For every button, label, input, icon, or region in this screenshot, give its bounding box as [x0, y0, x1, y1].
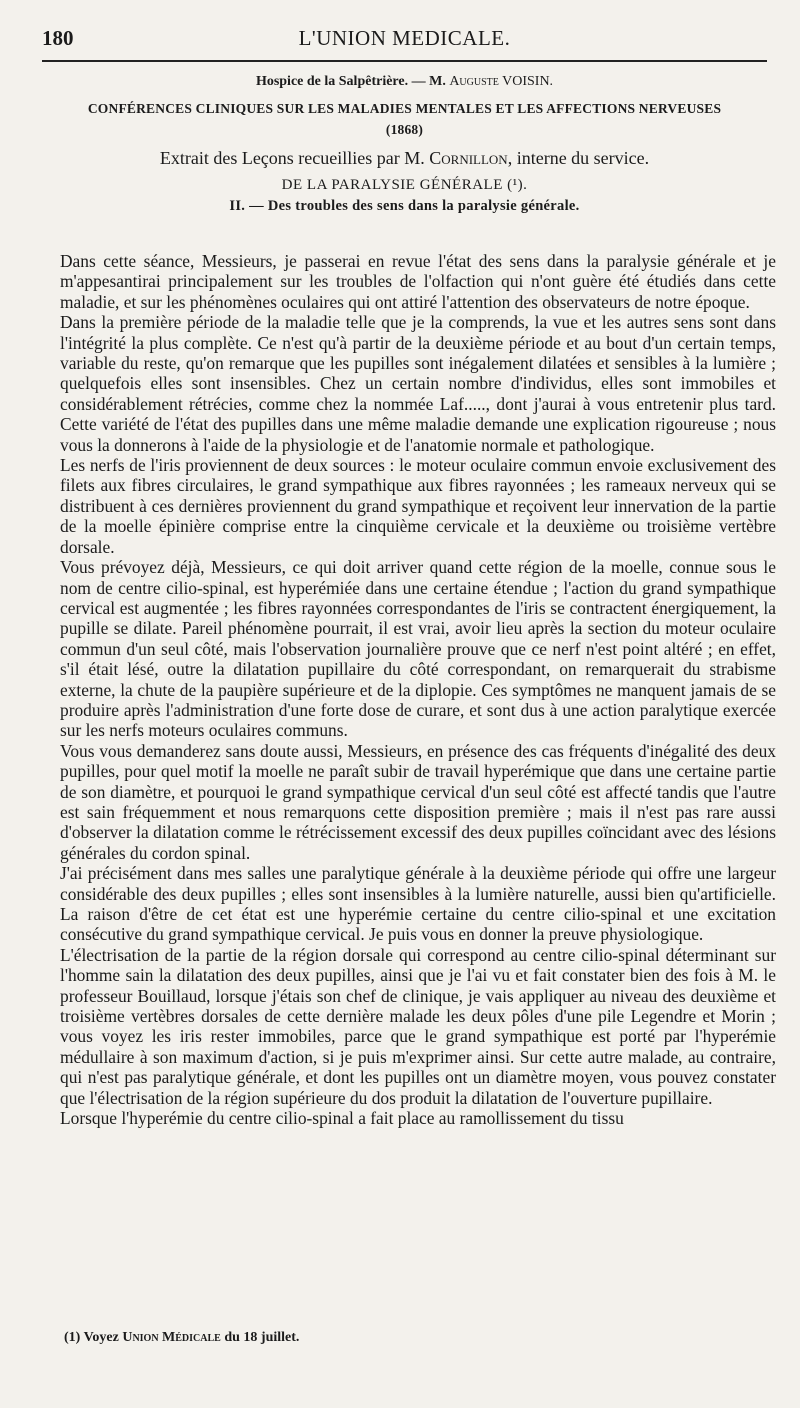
- hospice-prefix: Hospice de la Salpêtrière. — M.: [255, 74, 446, 89]
- extrait-line: [42, 148, 767, 169]
- paragraph-5: Vous vous demanderez sans doute aussi, Messieurs, en présence des cas fréquents d'inégalité des deux pupilles, pour quel motif la moelle ne paraît subir de travail hyperémique que dans une certaine partie de son diamètre, et pourquoi le grand sympathique cervical d'un seul côté est affecté tandis que l'autre est sain fréquemment et nous remarquons cette disposition première ; mais il n'est pas rare aussi d'observer la dilatation comme le rétrécissement excessif des deux pupilles coïncidant avec des lésions générales du cordon spinal.: [60, 740, 776, 863]
- paragraph-4: Vous prévoyez déjà, Messieurs, ce qui doit arriver quand cette région de la moelle, connue sous le nom de centre cilio-spinal, est hyperémiée dans une certaine étendue ; l'action du grand sympathique cervical est augmentée ; les fibres rayonnées correspondantes de l'iris se contractent énergiquement, la pupille se dilate. Pareil phénomène pourrait, il est vrai, avoir lieu après la section du moteur oculaire commun d'un seul côté, mais l'observation journalière prouve que ce nerf n'est point altéré ; en effet, s'il était lésé, outre la dilatation pupillaire du côté correspondant, on remarquerait du strabisme externe, la chute de la paupière supérieure et de la diplopie. Ces symptômes ne manquent jamais de se produire après l'administration d'une forte dose de curare, et sont dus à une action paralytique exercée sur les nerfs moteurs oculaires communs.: [60, 557, 776, 741]
- article-header: [42, 74, 767, 215]
- header-rule: [42, 60, 767, 62]
- hospice-line: [42, 74, 767, 90]
- paragraph-3: Les nerfs de l'iris proviennent de deux sources : le moteur oculaire commun envoie exclusivement des filets aux fibres circulaires, le grand sympathique aux fibres rayonnées ; les rameaux nerveux qui se distribuent à ces dernières proviennent du grand sympathique et reçoivent leur innervation de la partie de la moelle épinière comprise entre la cinquième cervicale et la deuxième ou troisième vertèbre dorsale.: [60, 455, 776, 557]
- extrait-name: Cornillon,: [429, 148, 513, 168]
- footnote-suffix: du 18 juillet.: [224, 1330, 300, 1345]
- journal-title: L'UNION MEDICALE.: [298, 26, 511, 50]
- section-title: DE LA PARALYSIE GÉNÉRALE (¹).: [281, 177, 528, 193]
- paragraph-8: Lorsque l'hyperémie du centre cilio-spinal a fait place au ramollissement du tissu: [60, 1108, 624, 1129]
- sub-title: II. — Des troubles des sens dans la paralysie générale.: [229, 198, 580, 214]
- footnote-journal: Union Médicale: [122, 1330, 221, 1345]
- footnote-prefix: (1) Voyez: [64, 1330, 119, 1345]
- running-head: [42, 22, 767, 52]
- paragraph-2: Dans la première période de la maladie telle que je la comprends, la vue et les autres sens sont dans l'intégrité la plus complète. Ce n'est qu'à partir de la deuxième période et au bout d'un certain temps, variable du reste, qu'on remarque que les pupilles sont inégalement dilatées et sensibles à la lumière ; quelquefois elles sont insensibles. Chez un certain nombre d'individus, elles sont immobiles et considérablement rétrécies, comme chez la nommée Laf....., dont j'aurai à vous entretenir plus tard. Cette variété de l'état des pupilles dans une même maladie demande une explication rigoureuse ; nous vous la donnerons à l'aide de la physiologie et de l'anatomie normale et pathologique.: [60, 312, 776, 455]
- paragraph-1: Dans cette séance, Messieurs, je passerai en revue l'état des sens dans la paralysie générale et je m'appesantirai principalement sur les troubles de l'olfaction qui n'ont guère été étudiés dans cette maladie, et sur les phénomènes oculaires qui ont attiré l'attention des observateurs de notre époque.: [60, 251, 776, 312]
- extrait-suffix: interne du service.: [516, 148, 650, 168]
- paragraph-6: J'ai précisément dans mes salles une paralytique générale à la deuxième période qui offre une largeur considérable des deux pupilles ; elles sont insensibles à la lumière naturelle, aussi bien qu'artificielle. La raison d'être de cet état est une hyperémie certaine du centre cilio-spinal et une excitation consécutive du grand sympathique cervical. Je puis vous en donner la preuve physiologique.: [60, 863, 776, 945]
- body-text: [60, 251, 776, 1128]
- author-name: Auguste VOISIN.: [449, 74, 554, 89]
- conference-year: (1868): [385, 122, 424, 137]
- extrait-prefix: Extrait des Leçons recueillies par M.: [159, 148, 425, 168]
- page-number: 180: [42, 26, 74, 50]
- paragraph-7: L'électrisation de la partie de la région dorsale qui correspond au centre cilio-spinal déterminant sur l'homme sain la dilatation des deux pupilles, ainsi que je l'ai vu et fait constater bien des fois à M. le professeur Bouillaud, lorsque j'étais son chef de clinique, je vais appliquer au niveau des deuxième et troisième vertèbres dorsales de cette dernière malade les deux pôles d'une pile Legendre et Morin ; vous voyez les iris rester immobiles, parce que le grand sympathique est porté par l'hyperémie médullaire à son maximum d'action, si je puis m'exprimer ainsi. Sur cette autre malade, au contraire, qui n'est pas paralytique générale, et dont les pupilles ont un diamètre moyen, vous pouvez constater que l'électrisation de la région supérieure du dos produit la dilatation de l'ouverture pupillaire.: [60, 944, 776, 1108]
- conference-title: CONFÉRENCES CLINIQUES SUR LES MALADIES MENTALES ET LES AFFECTIONS NERVEUSES: [87, 101, 722, 116]
- footnote: [64, 1330, 764, 1346]
